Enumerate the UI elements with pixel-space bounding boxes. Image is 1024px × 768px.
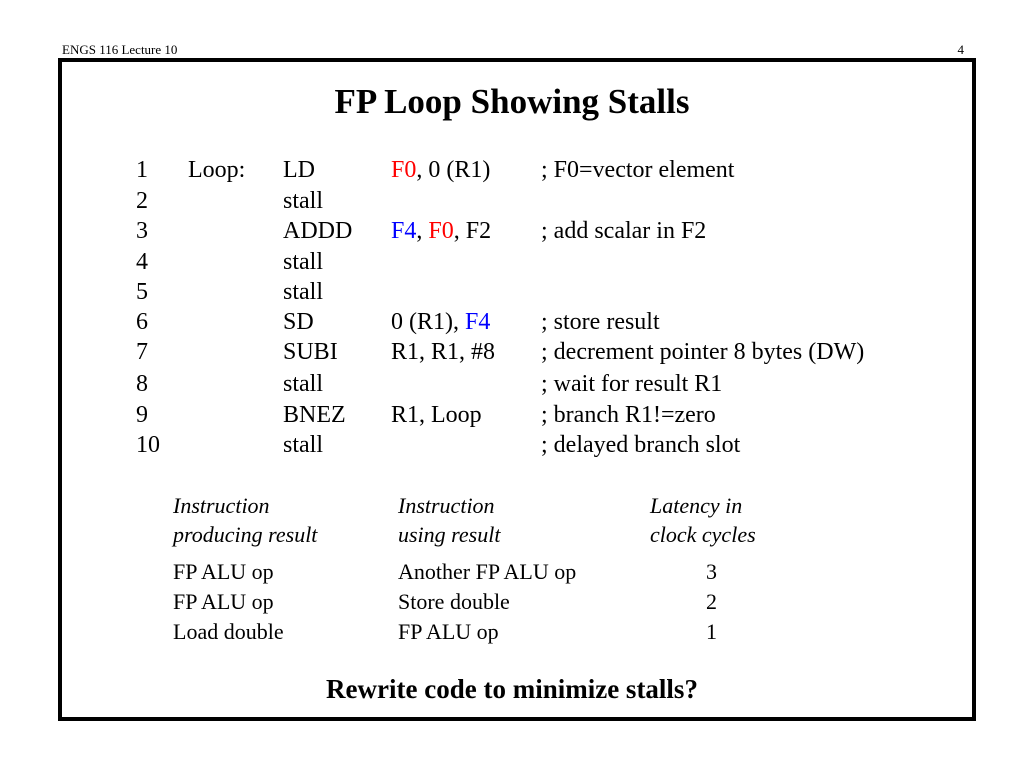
latency-header: Instruction	[173, 493, 270, 518]
page-number: 4	[957, 42, 964, 57]
line-number: 5	[136, 279, 148, 305]
opcode: stall	[283, 371, 323, 397]
register-red: F0	[391, 157, 417, 183]
course-label: ENGS 116 Lecture 10	[62, 42, 178, 57]
latency-cell: FP ALU op	[173, 589, 274, 614]
latency-cell: Store double	[398, 589, 510, 614]
latency-value: 1	[706, 619, 717, 644]
opcode: ADDD	[283, 218, 353, 244]
operand-text: 0 (R1),	[391, 309, 465, 335]
latency-cell: Another FP ALU op	[398, 559, 577, 584]
opcode: stall	[283, 432, 323, 458]
latency-value: 2	[706, 589, 717, 614]
latency-header: Latency in	[650, 493, 743, 518]
operands	[391, 337, 495, 367]
latency-cell: FP ALU op	[173, 559, 274, 584]
latency-cell: FP ALU op	[398, 619, 499, 644]
comment: ; add scalar in F2	[541, 218, 707, 244]
operand-text: , 0 (R1)	[416, 157, 491, 183]
closing-question: Rewrite code to minimize stalls?	[326, 674, 698, 704]
opcode: LD	[283, 157, 315, 183]
latency-cell: Load double	[173, 619, 284, 644]
line-number: 10	[136, 432, 160, 458]
line-number: 7	[136, 339, 148, 365]
operands	[391, 216, 491, 246]
comment: ; store result	[541, 309, 660, 335]
latency-header: clock cycles	[650, 522, 756, 547]
line-number: 2	[136, 188, 148, 214]
operands	[391, 155, 490, 185]
operand-text: R1, R1, #8	[391, 339, 496, 365]
line-number: 4	[136, 249, 148, 275]
opcode: stall	[283, 249, 323, 275]
latency-value: 3	[706, 559, 717, 584]
register-blue: F4	[391, 218, 417, 244]
line-number: 1	[136, 157, 148, 183]
register-blue: F4	[465, 309, 491, 335]
operands	[391, 307, 490, 337]
register-red: F0	[428, 218, 454, 244]
opcode: SD	[283, 309, 314, 335]
comment: ; wait for result R1	[541, 371, 723, 397]
loop-label: Loop:	[188, 157, 246, 183]
line-number: 8	[136, 371, 148, 397]
slide-title: FP Loop Showing Stalls	[334, 82, 690, 121]
comment: ; branch R1!=zero	[541, 402, 716, 428]
line-number: 9	[136, 402, 148, 428]
latency-header: producing result	[173, 522, 318, 547]
line-number: 6	[136, 309, 148, 335]
comment: ; decrement pointer 8 bytes (DW)	[541, 339, 865, 365]
comment: ; F0=vector element	[541, 157, 735, 183]
operand-text: , F2	[453, 218, 492, 244]
latency-header: using result	[398, 522, 501, 547]
opcode: stall	[283, 188, 323, 214]
operands	[391, 400, 482, 430]
latency-header: Instruction	[398, 493, 495, 518]
opcode: stall	[283, 279, 323, 305]
opcode: BNEZ	[283, 402, 346, 428]
operand-text: R1, Loop	[391, 402, 482, 428]
operand-text: ,	[416, 218, 429, 244]
comment: ; delayed branch slot	[541, 432, 741, 458]
line-number: 3	[136, 218, 148, 244]
opcode: SUBI	[283, 339, 338, 365]
